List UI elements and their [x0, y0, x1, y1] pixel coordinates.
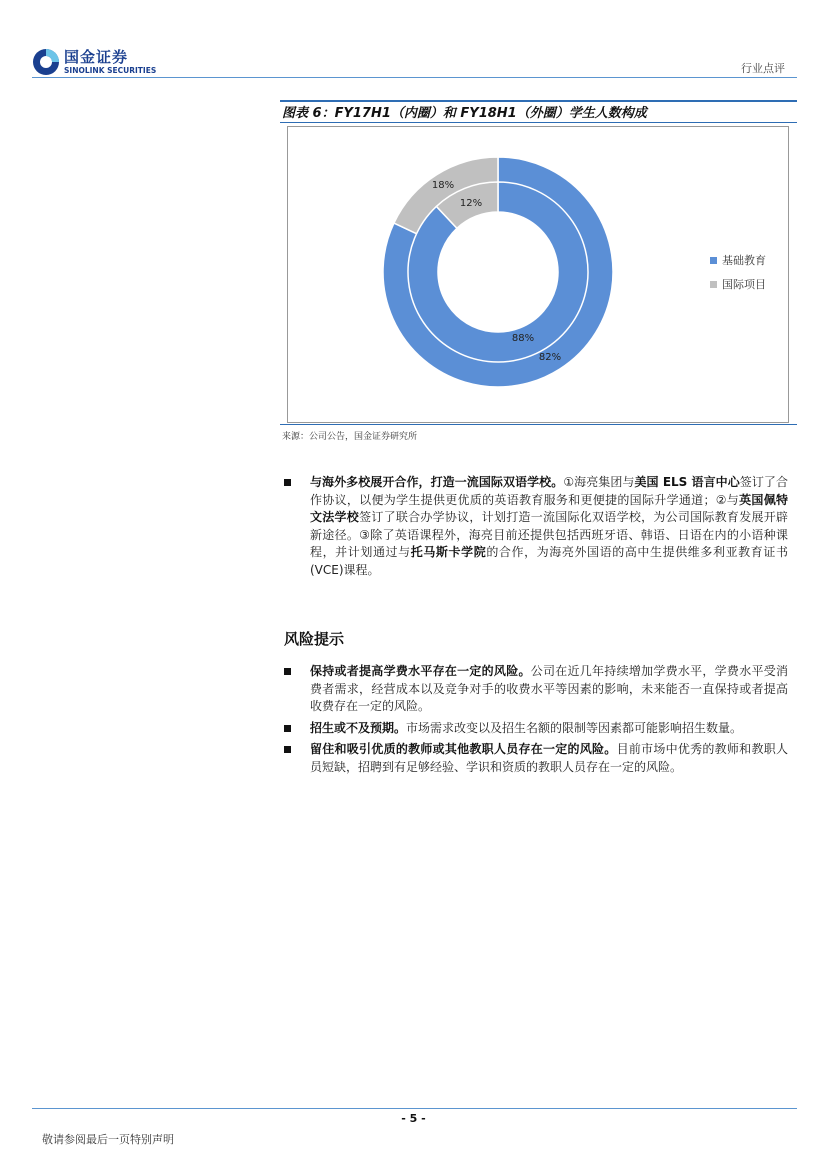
logo-text-cn: 国金证券	[64, 48, 129, 66]
bold-text: 留住和吸引优质的教师或其他教职人员存在一定的风险。	[310, 742, 617, 756]
bold-text: 英国佩特文法学校	[310, 492, 788, 524]
figure-bottom-rule	[280, 424, 797, 425]
report-category: 行业点评	[741, 62, 785, 75]
bold-text: 美国 ELS 语言中心	[634, 475, 740, 489]
risk-bullet-item	[284, 663, 788, 716]
risk-bullet-item	[284, 741, 788, 776]
footer-divider	[32, 1108, 797, 1109]
header-divider	[32, 77, 797, 78]
bullet-square-icon	[284, 746, 291, 753]
donut-outer-label-0: 82%	[538, 352, 562, 363]
page-number: - 5 -	[401, 1112, 426, 1125]
legend-item-intl	[710, 276, 766, 292]
bold-text: 与海外多校展开合作，打造一流国际双语学校。	[310, 475, 564, 489]
bullet-square-icon	[284, 479, 291, 486]
donut-outer-label-1: 18%	[431, 180, 455, 191]
bullet-square-icon	[284, 668, 291, 675]
risk-list	[284, 663, 788, 780]
logo-text-en: SINOLINK SECURITIES	[64, 66, 157, 75]
cooperation-bullet-item	[284, 474, 788, 579]
bullet-square-icon	[284, 725, 291, 732]
company-logo	[32, 46, 162, 80]
donut-inner-label-0: 88%	[511, 333, 535, 344]
body-text: 目前市场中优秀的教师和教职人员短缺，招聘到有足够经验、学识和资质的教职人员存在一定的风险。	[310, 742, 788, 774]
body-text: 公司在近几年持续增加学费水平，学费水平受消费者需求，经营成本以及竞争对手的收费水平等因素的影响，未来能否一直保持或者提高收费存在一定的风险。	[310, 664, 788, 713]
bold-text: 保持或者提高学费水平存在一定的风险。	[310, 664, 531, 678]
body-text: 签订了合作协议，以便为学生提供更优质的英语教育服务和更便捷的国际升学通道；②与	[310, 475, 788, 507]
body-text: ①海亮集团与	[563, 475, 635, 489]
legend-swatch-intl	[710, 281, 717, 288]
cooperation-section	[284, 474, 788, 583]
risk-section-title: 风险提示	[284, 630, 345, 648]
legend-label: 国际项目	[722, 278, 766, 291]
body-text: 的合作，为海亮外国语的高中生提供维多利亚教育证书(VCE)课程。	[310, 545, 788, 577]
bold-text: 托马斯卡学院	[410, 545, 487, 559]
chart-legend	[710, 252, 766, 300]
figure-title: 图表 6：FY17H1（内圈）和 FY18H1（外圈）学生人数构成	[282, 106, 647, 121]
legend-swatch-basic	[710, 257, 717, 264]
figure-title-rule	[280, 122, 797, 123]
logo-mark-icon	[32, 48, 60, 76]
legend-label: 基础教育	[722, 254, 766, 267]
figure-source: 来源：公司公告，国金证券研究所	[282, 432, 418, 442]
bold-text: 招生或不及预期。	[310, 720, 407, 735]
risk-bullet-item	[284, 720, 788, 738]
body-text: 签订了联合办学协议，计划打造一流国际化双语学校，为公司国际教育发展开辟新途径。③除了英语课程外，海亮目前还提供包括西班牙语、韩语、日语在内的小语种课程，并计划通过与	[310, 510, 788, 559]
body-text: 市场需求改变以及招生名额的限制等因素都可能影响招生数量。	[406, 720, 743, 735]
legend-item-basic	[710, 252, 766, 268]
disclaimer-note: 敬请参阅最后一页特别声明	[42, 1133, 174, 1146]
donut-inner-label-1: 12%	[459, 198, 483, 209]
